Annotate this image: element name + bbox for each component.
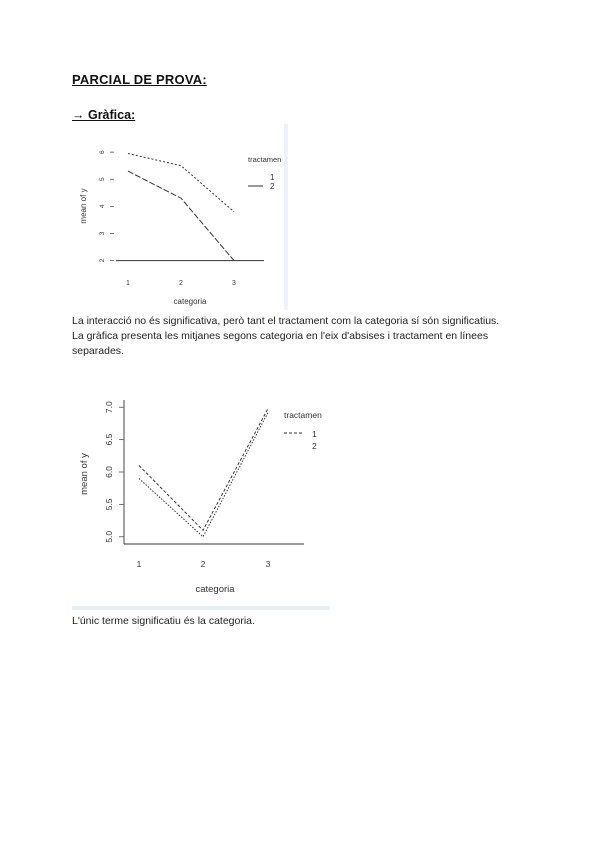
x-tick-label: 1 [126, 280, 130, 287]
interaction-plot-2 [72, 388, 330, 612]
y-tick-label: 4 [99, 204, 106, 209]
y-tick-label: 7.0 [104, 401, 114, 414]
interaction-plot-1 [72, 124, 288, 310]
legend-label-2: 2 [312, 441, 317, 451]
y-tick-label: 2 [99, 258, 106, 263]
x-tick-label: 3 [232, 280, 236, 287]
legend-title: tractamen [284, 410, 322, 420]
paragraph-1-line-2: La gràfica presenta les mitjanes segons categoria en l'eix d'absises i tractament en línees separades. [72, 330, 489, 357]
y-tick-label: 3 [99, 231, 106, 236]
paragraph-1 [72, 314, 542, 359]
y-tick-label: 6.5 [104, 433, 114, 446]
x-tick-label: 2 [200, 559, 206, 569]
y-tick-label: 5.5 [104, 498, 114, 511]
x-tick-label: 2 [179, 280, 183, 287]
y-axis-label: mean of y [79, 188, 88, 224]
y-tick-label: 6.0 [104, 466, 114, 478]
x-axis-label: categoria [173, 297, 207, 306]
paragraph-2: L'únic terme significatiu és la categoria. [72, 615, 255, 627]
legend-label-1: 1 [312, 429, 317, 439]
section-heading: → Gràfica: [72, 108, 136, 122]
x-axis-label: categoria [195, 584, 235, 595]
legend-label-1: 1 [270, 173, 275, 182]
paragraph-1-line-1: La interacció no és significativa, però tant el tractament com la categoria sí són significatius. [72, 315, 500, 327]
y-tick-label: 5.0 [104, 530, 114, 543]
legend-title: tractamen [248, 155, 282, 164]
y-tick-label: 6 [99, 150, 106, 154]
x-tick-label: 1 [136, 559, 142, 569]
plot-edge-shadow [284, 124, 288, 310]
plot-bottom-bar [72, 606, 330, 610]
page-title: PARCIAL DE PROVA: [72, 72, 207, 87]
x-tick-label: 3 [265, 559, 271, 569]
y-tick-label: 5 [99, 177, 106, 182]
y-axis-label: mean of y [79, 453, 90, 495]
legend-label-2: 2 [270, 182, 275, 191]
